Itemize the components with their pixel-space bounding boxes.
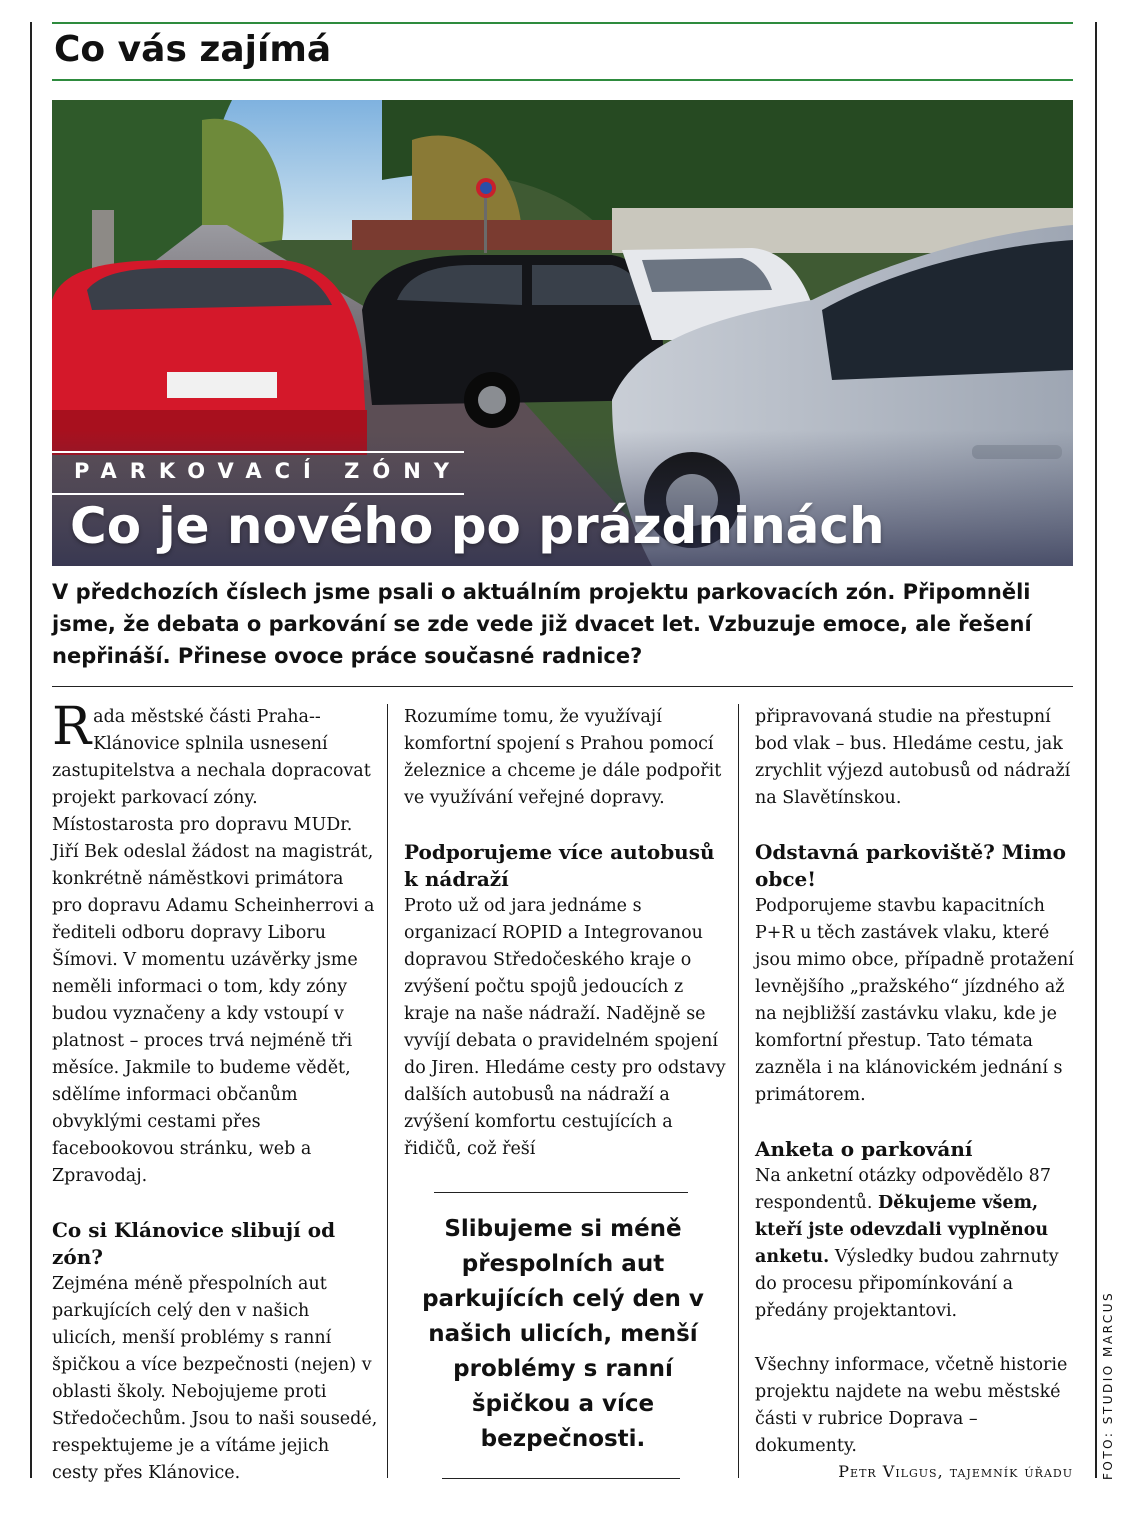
quote-rule-bottom (442, 1478, 680, 1479)
paragraph: Podporujeme stavbu kapacitních P+R u těch zastávek vlaku, které jsou mimo obce, případně protažení levnějšího „pražského“ jízdného až na nejbližší zastávku vlaku, kde je komfortní přestup. Tato témata zazněla i na klánovickém jednání s primátorem. (755, 896, 1074, 1105)
paragraph (755, 1163, 1077, 1325)
paragraph: připravovaná studie na přestupní bod vlak – bus. Hledáme cestu, jak zrychlit výjezd autobusů od nádraží na Slavětínskou. (755, 707, 1071, 808)
column-divider-2 (738, 704, 739, 1478)
drop-cap: R (52, 697, 92, 757)
right-border (1095, 22, 1097, 1478)
article-column-3 (755, 704, 1077, 1460)
quote-rule-top (434, 1192, 688, 1193)
article-column-1 (52, 697, 378, 1487)
lead-paragraph: V předchozích číslech jsme psali o aktuálním projektu parkovacích zón. Připomněli jsme, že debata o parkování se zde vede již dvacet let. Vzbuzuje emoce, ale řešení nepřináší. Přinese ovoce práce současné radnice? (52, 580, 1032, 668)
author-signature: Petr Vilgus, tajemník úřadu (838, 1462, 1073, 1481)
subheading: Odstavná parkoviště? Mimo obce! (755, 840, 1066, 891)
paragraph: Rozumíme tomu, že využívají komfortní spojení s Prahou pomocí železnice a chceme je dále podpořit ve využívání veřejné dopravy. (404, 707, 722, 808)
section-title: Co vás zajímá (54, 29, 332, 70)
subheading: Co si Klánovice slibují od zón? (52, 1218, 336, 1269)
subheading: Podporujeme více autobusů k nádraží (404, 840, 715, 891)
subheading: Anketa o parkování (755, 1137, 973, 1161)
column-divider-1 (387, 704, 388, 1478)
photo-credit: FOTO: STUDIO MARCUS (1101, 1290, 1115, 1480)
lead-divider (52, 686, 1073, 687)
paragraph-text: ada městské části Praha--Klánovice splnila usnesení zastupitelstva a nechala dopracovat projekt parkovací zóny. Místostarosta pro dopravu MUDr. Jiří Bek odeslal žádost na magistrát, konkrétně náměstkovi primátora pro dopravu Adamu Scheinherrovi a řediteli odboru dopravy Liboru Šímovi. V momentu uzávěrky jsme neměli informaci o tom, kdy zóny budou vyznačeny a kdy vstoupí v platnost – proces trvá nejméně tři měsíce. Jakmile to budeme vědět, sdělíme informaci občanům obvyklými cestami přes facebookovou stránku, web a Zpravodaj. (52, 707, 375, 1186)
paragraph: Proto už od jara jednáme s organizací ROPID a Integrovanou dopravou Středočeského kraje o zvýšení počtu spojů jedoucích z kraje na naše nádraží. Nadějně se vyvíjí debata o pravidelném spojení do Jiren. Hledáme cesty pro odstavy dalších autobusů na nádraží a zvýšení komfortu cestujících a řidičů, což řeší (404, 896, 726, 1159)
kicker: PARKOVACÍ ZÓNY (74, 459, 462, 483)
paragraph: Všechny informace, včetně historie projektu najdete na webu městské části v rubrice Doprava – dokumenty. (755, 1355, 1068, 1456)
survey-thanks: Děkujeme všem, kteří jste odevzdali vyplněnou anketu. (755, 1193, 1049, 1267)
street-parking-photo (52, 100, 1073, 566)
paragraph: Zejména méně přespolních aut parkujících celý den v našich ulicích, menší problémy s ranní špičkou a více bezpečnosti (nejen) v oblasti školy. Nebojujeme proti Středočechům. Jsou to naši sousedé, respektujeme je a vítáme jejich cesty přes Klánovice. (52, 1274, 378, 1483)
section-header (52, 22, 1073, 81)
pull-quote: Slibujeme si méně přespolních aut parkujících celý den v našich ulicích, menší problémy s ranní špičkou a více bezpečnosti. (422, 1216, 704, 1452)
headline: Co je nového po prázdninách (70, 497, 885, 555)
survey-results: Výsledky budou zahrnuty do procesu připomínkování a předány projektantovi. (755, 1247, 1059, 1321)
paragraph (52, 697, 378, 1190)
left-border (30, 22, 32, 1478)
article-column-2 (404, 704, 730, 1163)
kicker-frame (52, 451, 464, 495)
survey-text: Na anketní otázky odpovědělo 87 respondentů. (755, 1166, 1051, 1213)
